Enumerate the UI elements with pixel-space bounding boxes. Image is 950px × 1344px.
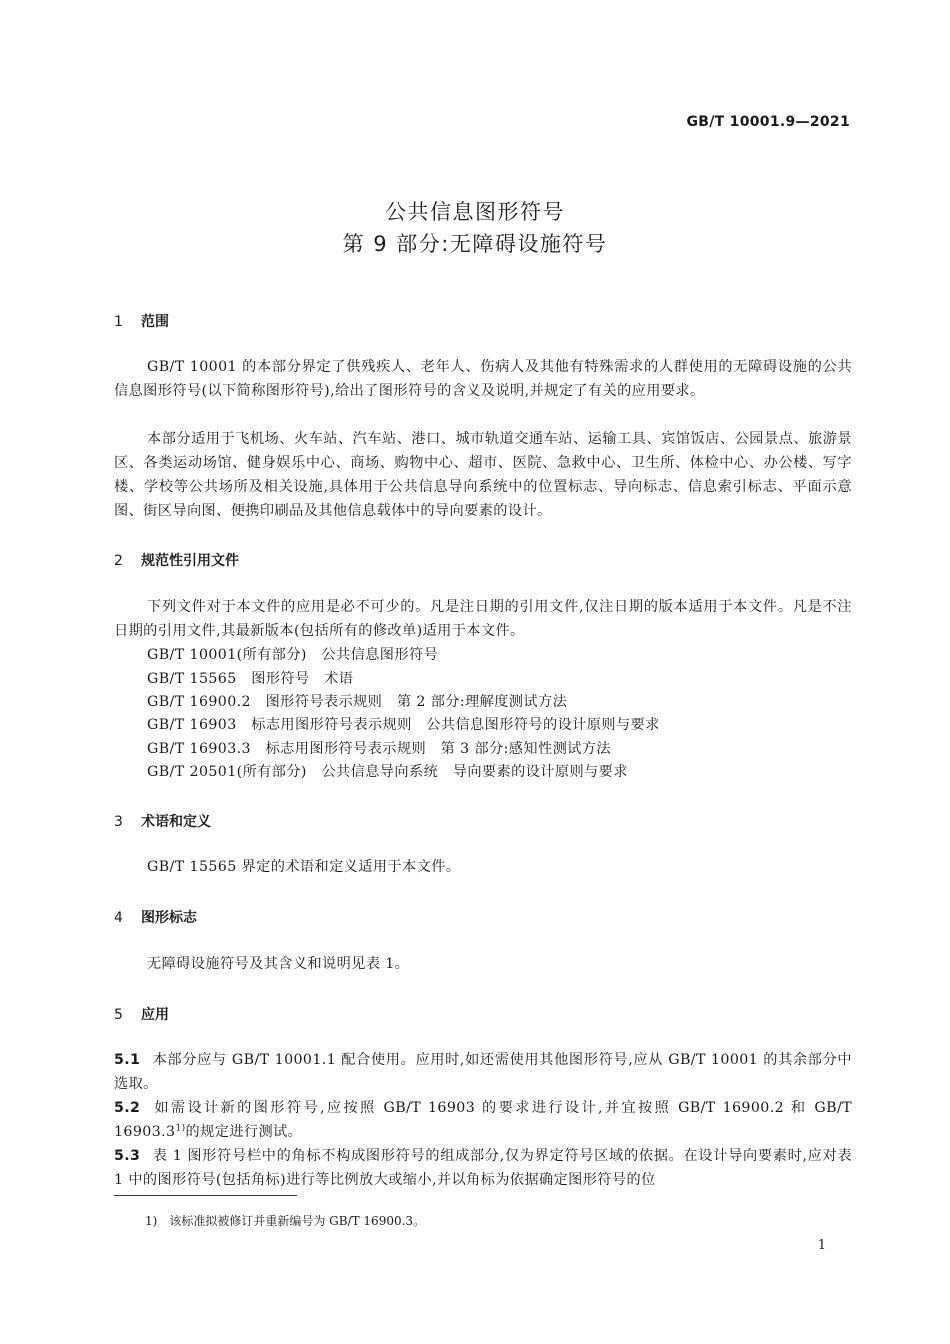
footnote-reference[interactable]: 1) xyxy=(175,1123,186,1134)
section-3-heading xyxy=(114,811,211,831)
clause-text: 本部分应与 GB/T 10001.1 配合使用。应用时,如还需使用其他图形符号,应从 GB/T 10001 的其余部分中选取。 xyxy=(114,1052,852,1092)
section-2-heading xyxy=(114,550,239,570)
section-title: 规范性引用文件 xyxy=(141,553,239,569)
reference-item: GB/T 15565 图形符号 术语 xyxy=(147,671,354,687)
section-title: 图形标志 xyxy=(141,910,197,926)
page-number: 1 xyxy=(817,1238,826,1253)
section-number: 4 xyxy=(114,910,123,926)
section-number: 3 xyxy=(114,814,123,830)
clause-text: 如需设计新的图形符号,应按照 GB/T 16903 的要求进行设计,并宜按照 GB/T 16900.2 和 GB/T 16903.3 xyxy=(114,1100,852,1140)
clause-text-continued: 的规定进行测试。 xyxy=(185,1124,303,1140)
reference-item: GB/T 20501(所有部分) 公共信息导向系统 导向要素的设计原则与要求 xyxy=(147,764,628,780)
clause-text: 表 1 图形符号栏中的角标不构成图形符号的组成部分,仅为界定符号区域的依据。在设计导向要素时,应对表 1 中的图形符号(包括角标)进行等比例放大或缩小,并以角标为依据确定图形符号的位 xyxy=(114,1148,852,1188)
reference-item: GB/T 16903 标志用图形符号表示规则 公共信息图形符号的设计原则与要求 xyxy=(147,717,660,733)
clause-number: 5.2 xyxy=(114,1100,141,1116)
reference-item: GB/T 16903.3 标志用图形符号表示规则 第 3 部分:感知性测试方法 xyxy=(147,741,611,757)
clause-5-1 xyxy=(114,1048,852,1096)
section-4-heading xyxy=(114,907,197,927)
section-number: 1 xyxy=(114,314,123,330)
section-5-heading xyxy=(114,1004,169,1024)
section-3-paragraph: GB/T 15565 界定的术语和定义适用于本文件。 xyxy=(147,859,461,875)
footnote-divider xyxy=(114,1195,297,1196)
standard-code: GB/T 10001.9—2021 xyxy=(686,114,850,130)
section-4-paragraph: 无障碍设施符号及其含义和说明见表 1。 xyxy=(147,956,410,972)
clause-number: 5.3 xyxy=(114,1148,141,1164)
footnote-text: 该标准拟被修订并重新编号为 GB/T 16900.3。 xyxy=(169,1214,426,1228)
footnote xyxy=(145,1212,425,1229)
reference-item: GB/T 16900.2 图形符号表示规则 第 2 部分:理解度测试方法 xyxy=(147,694,568,710)
section-1-paragraph-2: 本部分适用于飞机场、火车站、汽车站、港口、城市轨道交通车站、运输工具、宾馆饭店、公园景点、旅游景区、各类运动场馆、健身娱乐中心、商场、购物中心、超市、医院、急救中心、卫生所、体检中心、办公楼、写字楼、学校等公共场所及相关设施,具体用于公共信息导向系统中的位置标志、导向标志、信息索引标志、平面示意图、街区导向图、便携印刷品及其他信息载体中的导向要素的设计。 xyxy=(114,431,852,519)
section-title: 应用 xyxy=(141,1007,169,1023)
section-1-heading xyxy=(114,311,169,331)
section-number: 2 xyxy=(114,553,123,569)
document-title: 公共信息图形符号 xyxy=(385,200,565,224)
clause-5-2 xyxy=(114,1096,852,1144)
section-title: 术语和定义 xyxy=(141,814,211,830)
section-2-intro: 下列文件对于本文件的应用是必不可少的。凡是注日期的引用文件,仅注日期的版本适用于本文件。凡是不注日期的引用文件,其最新版本(包括所有的修改单)适用于本文件。 xyxy=(114,599,852,639)
section-number: 5 xyxy=(114,1007,123,1023)
clause-number: 5.1 xyxy=(114,1052,141,1068)
reference-item: GB/T 10001(所有部分) 公共信息图形符号 xyxy=(147,647,439,663)
footnote-mark: 1) xyxy=(145,1214,158,1228)
clause-5-3 xyxy=(114,1144,852,1192)
section-title: 范围 xyxy=(141,314,169,330)
document-subtitle: 第 9 部分:无障碍设施符号 xyxy=(342,232,608,256)
section-1-paragraph-1: GB/T 10001 的本部分界定了供残疾人、老年人、伤病人及其他有特殊需求的人群使用的无障碍设施的公共信息图形符号(以下简称图形符号),给出了图形符号的含义及说明,并规定了有关的应用要求。 xyxy=(114,359,852,399)
